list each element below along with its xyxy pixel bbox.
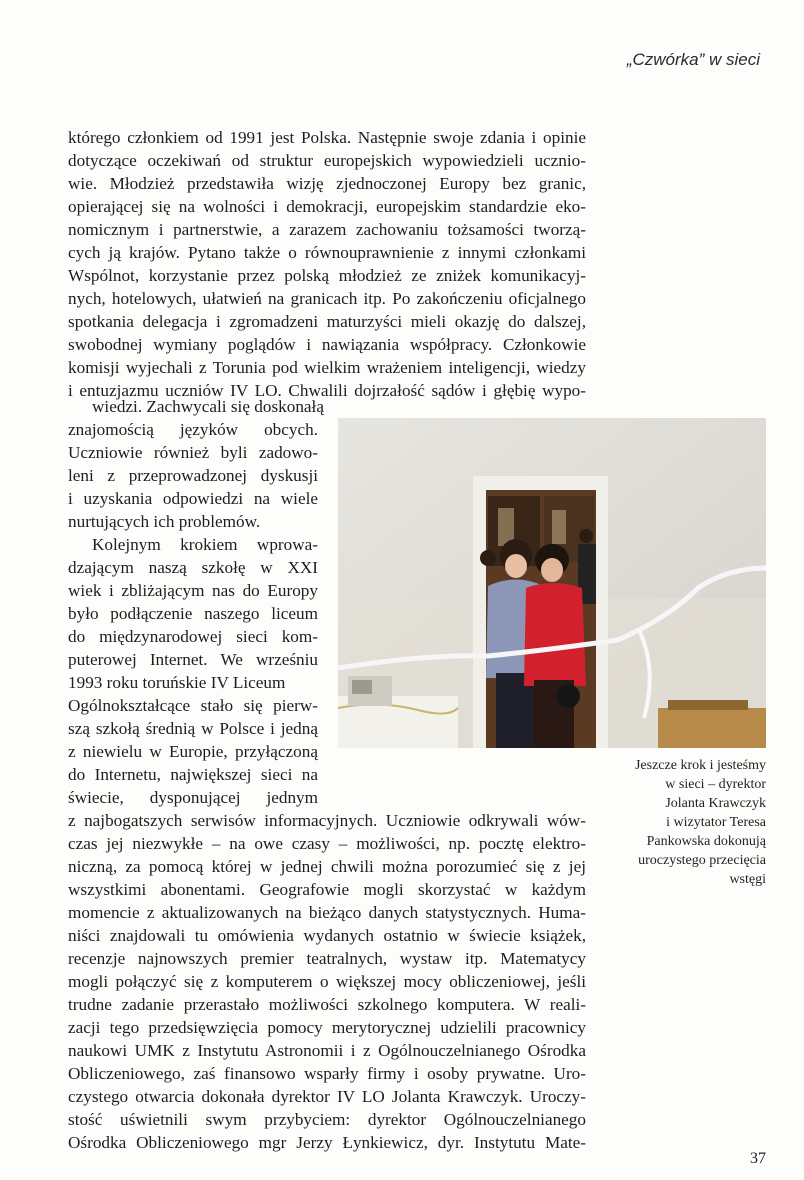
- text-line: dzającym naszą szkołę w XXI: [68, 558, 318, 577]
- text-line: wiedzi. Zachwycali się doskonałą: [92, 397, 324, 416]
- text-line: wiek i zbliżającym nas do Europy: [68, 581, 318, 600]
- page-number: 37: [750, 1150, 766, 1167]
- text-line: było podłączenie naszego liceum: [68, 604, 318, 623]
- text-line: z niewielu w Europie, przyłączoną: [68, 742, 318, 761]
- text-line: do Internetu, największej sieci na: [68, 765, 318, 784]
- caption-line: Pankowska dokonują: [646, 834, 766, 849]
- text-line: nomicznym i partnerstwie, a zarazem zachowaniu tożsamości tworzą-: [68, 220, 586, 239]
- text-line: Ogólnokształcące stało się pierw-: [68, 696, 318, 715]
- text-line: mogli połączyć się z komputerem o większej mocy obliczeniowej, jeśli: [68, 972, 586, 991]
- text-line: swobodnej wymiany poglądów i nawiązania współpracy. Członkowie: [68, 335, 586, 354]
- text-line: którego członkiem od 1991 jest Polska. Następnie swoje zdania i opinie: [68, 128, 586, 147]
- text-line: nych, hotelowych, ułatwień na granicach itp. Po zakończeniu oficjalnego: [68, 289, 586, 308]
- text-line: komisji wyjechali z Torunia pod wielkim wrażeniem inteligencji, wiedzy: [68, 358, 586, 377]
- text-line: puterowej Internet. We wrześniu: [68, 650, 318, 669]
- running-header: „Czwórka” w sieci: [626, 50, 760, 69]
- text-line: Uczniowie również byli zadowo-: [68, 443, 318, 462]
- text-line: momencie z aktualizowanych na bieżąco danych statystycznych. Huma-: [68, 903, 586, 922]
- text-line: do międzynarodowej sieci kom-: [68, 627, 318, 646]
- text-line: leni z przeprowadzonej dyskusji: [68, 466, 318, 485]
- text-line: stość uświetnili swym przybyciem: dyrektor Ogólnouczelnianego: [68, 1110, 586, 1129]
- text-line: świecie, dysponującej jednym: [68, 788, 318, 807]
- text-line: wszystkimi abonentami. Geografowie mogli skorzystać w każdym: [68, 880, 586, 899]
- text-line: znajomością języków obcych.: [68, 420, 318, 439]
- text-line: spotkania delegacja i zgromadzeni maturzyści mieli okazję do dalszej,: [68, 312, 586, 331]
- text-line: Ośrodka Obliczeniowego mgr Jerzy Łynkiewicz, dyr. Instytutu Mate-: [68, 1133, 586, 1152]
- text-line: 1993 roku toruńskie IV Liceum: [68, 673, 286, 692]
- text-line: Obliczeniowego, zaś finansowo wsparły firmy i osoby prywatne. Uro-: [68, 1064, 586, 1083]
- text-line: zacji tego przedsięwzięcia pomocy merytorycznej udzielili pracownicy: [68, 1018, 586, 1037]
- caption-line: w sieci – dyrektor: [665, 777, 766, 792]
- text-line: i uzyskania odpowiedzi na wiele: [68, 489, 318, 508]
- text-line: cych ją krajów. Pytano także o równouprawnienie z innymi członkami: [68, 243, 586, 262]
- text-line: z najbogatszych serwisów informacyjnych. Uczniowie odkrywali wów-: [68, 811, 586, 830]
- caption-line: Jolanta Krawczyk: [665, 796, 766, 811]
- text-line: nurtujących ich problemów.: [68, 512, 261, 531]
- caption-line: i wizytator Teresa: [666, 815, 766, 830]
- text-line: czystego otwarcia dokonała dyrektor IV LO Jolanta Krawczyk. Uroczy-: [68, 1087, 586, 1106]
- text-line: czas jej niezwykłe – na owe czasy – możliwości, np. pocztę elektro-: [68, 834, 586, 853]
- caption-line: Jeszcze krok i jesteśmy: [634, 758, 766, 773]
- caption-line: wstęgi: [729, 872, 766, 887]
- text-line: Wspólnot, korzystanie przez polską młodzież ze zniżek komunikacyj-: [68, 266, 586, 285]
- text-line: naukowi UMK z Instytutu Astronomii i z Ogólnouczelnianego Ośrodka: [68, 1041, 586, 1060]
- text-line: i entuzjazmu uczniów IV LO. Chwalili dojrzałość sądów i głębię wypo-: [68, 381, 586, 400]
- ribbon-cutting-photo: [338, 418, 766, 748]
- text-line: recenzje najnowszych premier teatralnych, wystaw itp. Matematycy: [68, 949, 586, 968]
- text-line: wie. Młodzież przedstawiła wizję zjednoczonej Europy bez granic,: [68, 174, 586, 193]
- text-line: dotyczące oczekiwań od struktur europejskich wypowiedzieli ucznio-: [68, 151, 586, 170]
- text-line: opierającej się na wolności i demokracji, europejskim standardzie eko-: [68, 197, 586, 216]
- text-line: niści znajdowali tu omówienia wydanych ostatnio w świecie książek,: [68, 926, 586, 945]
- text-line: trudne zadanie przerastało możliwości szkolnego komputera. W reali-: [68, 995, 586, 1014]
- text-line: szą szkołą średnią w Polsce i jedną: [68, 719, 318, 738]
- text-line: niczną, za pomocą której w jednej chwili można porozumieć się z jej: [68, 857, 586, 876]
- caption-line: uroczystego przecięcia: [638, 853, 766, 868]
- text-line: Kolejnym krokiem wprowa-: [92, 535, 318, 554]
